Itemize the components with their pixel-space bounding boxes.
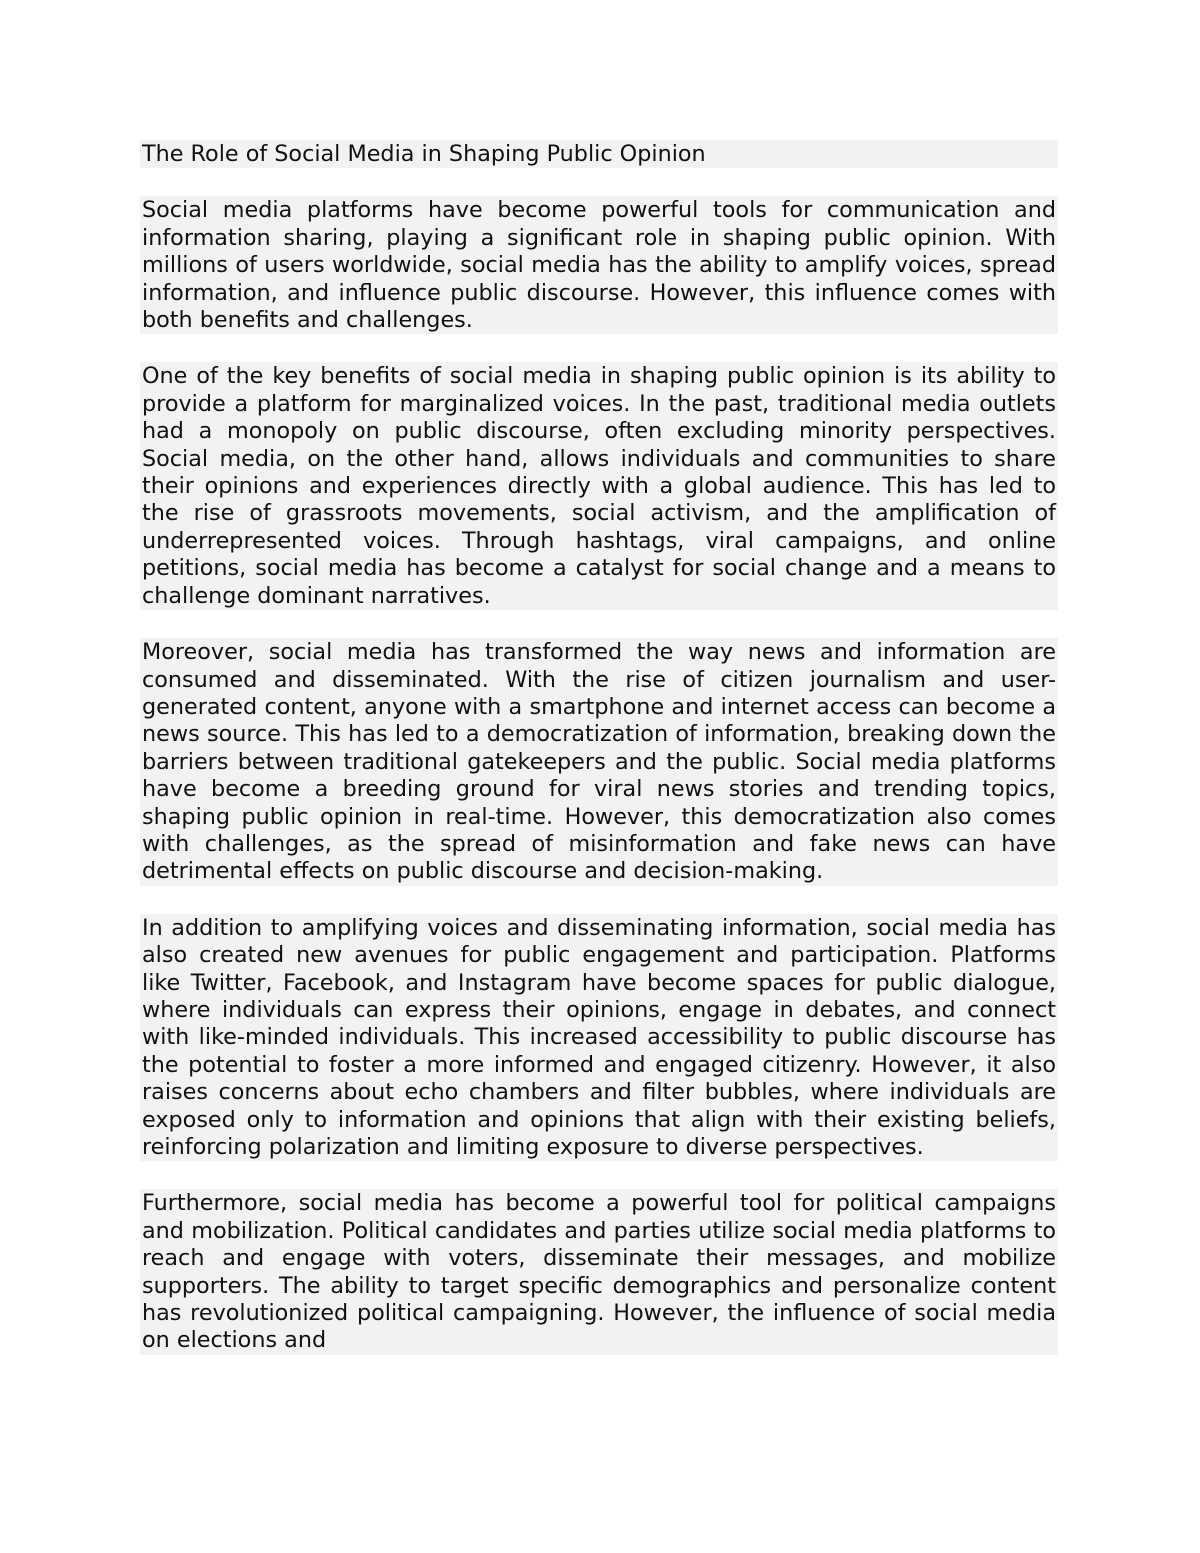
paragraph-5: Furthermore, social media has become a powerful tool for political campaigns and mobilization. Political candidates and parties utilize social media platforms to reach and engage with voters, disseminate their messages, and mobilize supporters. The ability to target specific demographics and personalize content has revolutionized political campaigning. However, the influence of social media on elections and <box>142 1190 1056 1354</box>
paragraph-1: Social media platforms have become powerful tools for communication and information sharing, playing a significant role in shaping public opinion. With millions of users worldwide, social media has the ability to amplify voices, spread information, and influence public discourse. However, this influence comes with both benefits and challenges. <box>142 197 1056 334</box>
document-title: The Role of Social Media in Shaping Public Opinion <box>140 140 1058 168</box>
paragraph-4: In addition to amplifying voices and disseminating information, social media has also created new avenues for public engagement and participation. Platforms like Twitter, Facebook, and Instagram have become spaces for public dialogue, where individuals can express their opinions, engage in debates, and connect with like-minded individuals. This increased accessibility to public discourse has the potential to foster a more informed and engaged citizenry. However, it also raises concerns about echo chambers and filter bubbles, where individuals are exposed only to information and opinions that align with their existing beliefs, reinforcing polarization and limiting exposure to diverse perspectives. <box>142 914 1056 1160</box>
paragraph-2: One of the key benefits of social media in shaping public opinion is its ability to provide a platform for marginalized voices. In the past, traditional media outlets had a monopoly on public discourse, often excluding minority perspectives. Social media, on the other hand, allows individuals and communities to share their opinions and experiences directly with a global audience. This has led to the rise of grassroots movements, social activism, and the amplification of underrepresented voices. Through hashtags, viral campaigns, and online petitions, social media has become a catalyst for social change and a means to challenge dominant narratives. <box>142 363 1056 609</box>
paragraph-3: Moreover, social media has transformed the way news and information are consumed and disseminated. With the rise of citizen journalism and user-generated content, anyone with a smartphone and internet access can become a news source. This has led to a democratization of information, breaking down the barriers between traditional gatekeepers and the public. Social media platforms have become a breeding ground for viral news stories and trending topics, shaping public opinion in real-time. However, this democratization also comes with challenges, as the spread of misinformation and fake news can have detrimental effects on public discourse and decision-making. <box>142 639 1056 885</box>
document-body <box>140 140 1058 1355</box>
